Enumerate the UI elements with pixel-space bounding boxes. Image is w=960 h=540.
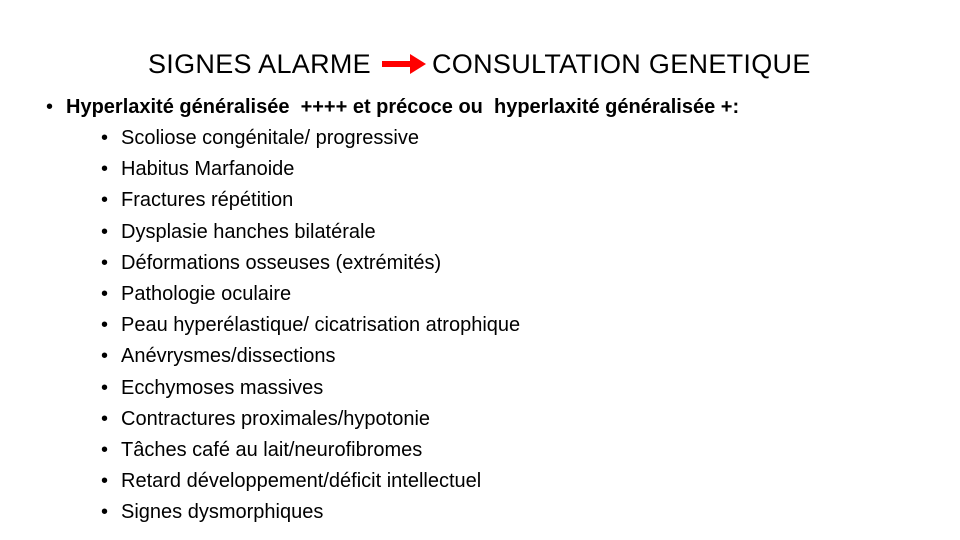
sub-list-item — [66, 341, 926, 372]
bullet-icon: • — [101, 501, 109, 524]
sub-list-item — [66, 154, 926, 185]
bullet-icon: • — [101, 407, 109, 430]
title-right-text: CONSULTATION GENETIQUE — [432, 49, 811, 79]
right-arrow-icon — [382, 53, 426, 75]
main-list-item — [46, 92, 926, 529]
sub-list-item — [66, 373, 926, 404]
bullet-icon: • — [101, 376, 109, 399]
sub-item-text: Retard développement/déficit intellectuel — [121, 470, 482, 493]
bullet-icon: • — [101, 189, 109, 212]
bullet-icon: • — [101, 314, 109, 337]
sub-list-item — [66, 185, 926, 216]
sub-list-item — [66, 466, 926, 497]
bullet-icon: • — [101, 283, 109, 306]
main-item-text: Hyperlaxité généralisée ++++ et précoce ou hyperlaxité généralisée +: — [66, 96, 740, 118]
sub-item-text: Peau hyperélastique/ cicatrisation atrophique — [121, 314, 521, 337]
sub-item-text: Contractures proximales/hypotonie — [121, 407, 431, 430]
sub-list-item — [66, 435, 926, 466]
bullet-icon: • — [101, 470, 109, 493]
sub-list-item — [66, 123, 926, 154]
bullet-icon: • — [101, 251, 109, 274]
sub-item-text: Signes dysmorphiques — [121, 501, 324, 524]
sub-item-text: Anévrysmes/dissections — [121, 345, 336, 368]
sub-item-text: Fractures répétition — [121, 189, 294, 212]
sub-list-item — [66, 404, 926, 435]
sub-list-item — [66, 310, 926, 341]
sub-list-item — [66, 248, 926, 279]
sub-item-text: Pathologie oculaire — [121, 283, 292, 306]
sub-list-item — [66, 217, 926, 248]
bullet-icon: • — [101, 158, 109, 181]
bullet-icon: • — [101, 345, 109, 368]
bullet-icon: • — [46, 96, 54, 118]
sub-list-item — [66, 279, 926, 310]
sub-list-item — [66, 497, 926, 528]
bullet-icon: • — [101, 127, 109, 149]
sub-item-text: Scoliose congénitale/ progressive — [121, 127, 419, 149]
title-left-text: SIGNES ALARME — [148, 49, 371, 79]
bullet-icon: • — [101, 439, 109, 462]
sub-item-text: Déformations osseuses (extrémités) — [121, 251, 442, 274]
sub-list — [66, 123, 926, 529]
slide-title — [0, 44, 960, 84]
sub-item-text: Habitus Marfanoide — [121, 158, 295, 181]
bullet-icon: • — [101, 220, 109, 243]
sub-item-text: Dysplasie hanches bilatérale — [121, 220, 376, 243]
main-list — [46, 92, 926, 529]
sub-item-text: Tâches café au lait/neurofibromes — [121, 439, 423, 462]
sub-item-text: Ecchymoses massives — [121, 376, 324, 399]
